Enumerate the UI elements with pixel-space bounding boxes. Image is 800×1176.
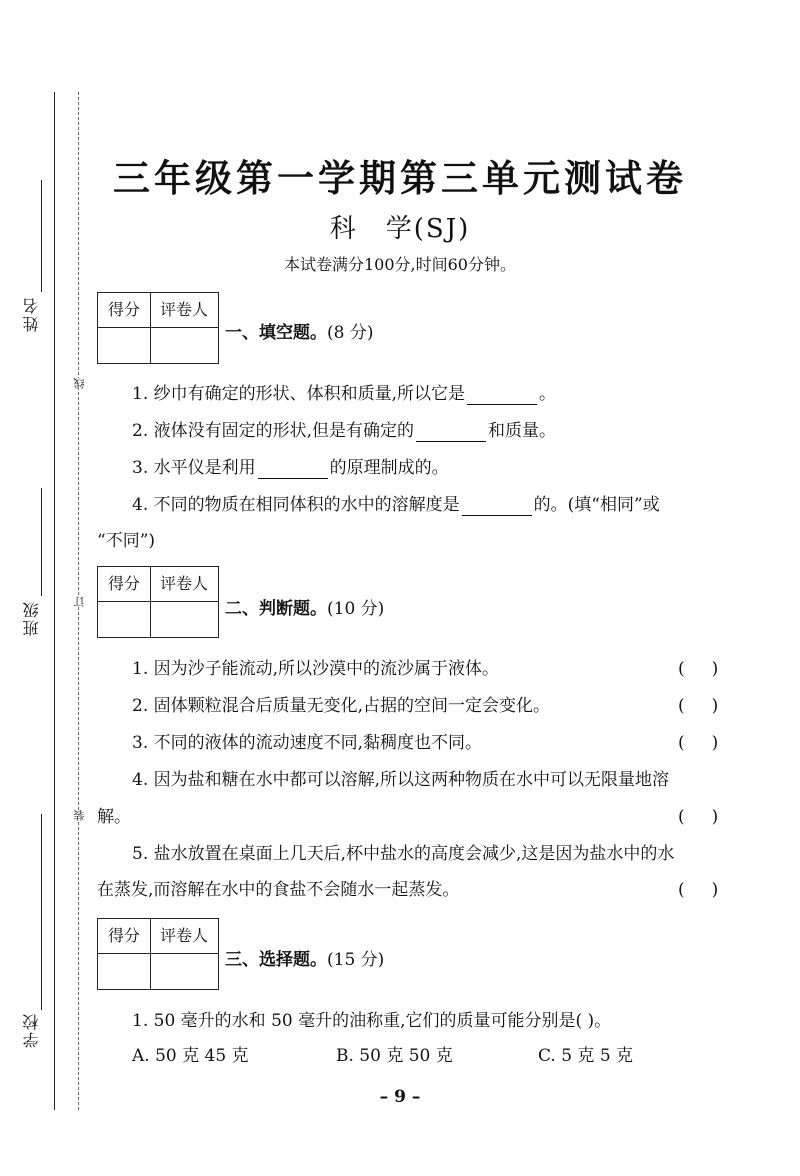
judge-question-3: 3. 不同的液体的流动速度不同,黏稠度也不同。	[132, 733, 483, 753]
class-label: 班级	[22, 600, 41, 636]
answer-paren[interactable]: ( )	[678, 696, 719, 716]
score-box-3	[97, 918, 219, 990]
section3-points: (15 分)	[327, 950, 385, 970]
score-header: 得分	[107, 300, 140, 319]
choice-option-a[interactable]: A. 50 克 45 克	[132, 1046, 249, 1066]
answer-blank[interactable]	[462, 497, 532, 516]
answer-blank[interactable]	[258, 460, 328, 479]
subject-title	[0, 208, 800, 245]
class-blank-line	[41, 488, 42, 596]
judge-question-1: 1. 因为沙子能流动,所以沙漠中的流沙属于液体。	[132, 659, 500, 679]
subject-first: 科	[329, 214, 358, 244]
name-label: 姓名	[22, 296, 41, 332]
fill-question-2: 2. 液体没有固定的形状,但是有确定的 和质量。	[132, 421, 557, 441]
answer-paren[interactable]: ( )	[678, 807, 719, 827]
judge-question-4-cont: 解。	[97, 807, 131, 827]
cut-char-line: 线	[73, 378, 86, 389]
score-header: 得分	[107, 574, 140, 593]
choice-question-1: 1. 50 毫升的水和 50 毫升的油称重,它们的质量可能分别是( )。	[132, 1011, 612, 1031]
judge-question-5-cont: 在蒸发,而溶解在水中的食盐不会随水一起蒸发。	[97, 880, 460, 900]
score-header: 得分	[107, 926, 140, 945]
section1-title	[225, 318, 373, 343]
score-box-1	[97, 292, 219, 364]
grader-header: 评卷人	[159, 300, 208, 319]
choice-option-b[interactable]: B. 50 克 50 克	[336, 1046, 453, 1066]
answer-paren[interactable]: ( )	[678, 659, 719, 679]
fill-question-4-cont: “不同”)	[97, 531, 156, 551]
section2-title	[225, 594, 384, 619]
grader-header: 评卷人	[159, 574, 208, 593]
subject-tail: 学(SJ)	[385, 214, 471, 244]
section2-points: (10 分)	[327, 599, 385, 619]
school-blank-line	[41, 814, 42, 1010]
judge-question-5: 5. 盐水放置在桌面上几天后,杯中盐水的高度会减少,这是因为盐水中的水	[132, 844, 675, 864]
answer-paren[interactable]: ( )	[678, 733, 719, 753]
section2-title-text: 二、判断题。	[225, 599, 327, 619]
exam-notice: 本试卷满分100分,时间60分钟。	[284, 255, 516, 274]
fill-question-1: 1. 纱巾有确定的形状、体积和质量,所以它是 。	[132, 384, 557, 404]
cut-char-assemble: 装	[73, 810, 86, 821]
cut-char-bind: 订	[73, 596, 86, 607]
fill-question-3: 3. 水平仪是利用 的原理制成的。	[132, 458, 449, 478]
page-number: – 9 –	[379, 1087, 421, 1107]
section3-title	[225, 945, 384, 970]
answer-blank[interactable]	[467, 386, 537, 405]
answer-blank[interactable]	[416, 423, 486, 442]
section1-title-text: 一、填空题。	[225, 323, 327, 343]
answer-paren[interactable]: ( )	[678, 880, 719, 900]
grader-header: 评卷人	[159, 926, 208, 945]
fill-question-4: 4. 不同的物质在相同体积的水中的溶解度是 的。(填“相同”或	[132, 495, 660, 515]
choice-option-c[interactable]: C. 5 克 5 克	[538, 1046, 634, 1066]
judge-question-4: 4. 因为盐和糖在水中都可以溶解,所以这两种物质在水中可以无限量地溶	[132, 770, 670, 790]
judge-question-2: 2. 固体颗粒混合后质量无变化,占据的空间一定会变化。	[132, 696, 551, 716]
page-title: 三年级第一学期第三单元测试卷	[113, 156, 687, 200]
section1-points: (8 分)	[327, 323, 374, 343]
score-box-2	[97, 566, 219, 638]
school-label: 学校	[22, 1012, 41, 1048]
section3-title-text: 三、选择题。	[225, 950, 327, 970]
